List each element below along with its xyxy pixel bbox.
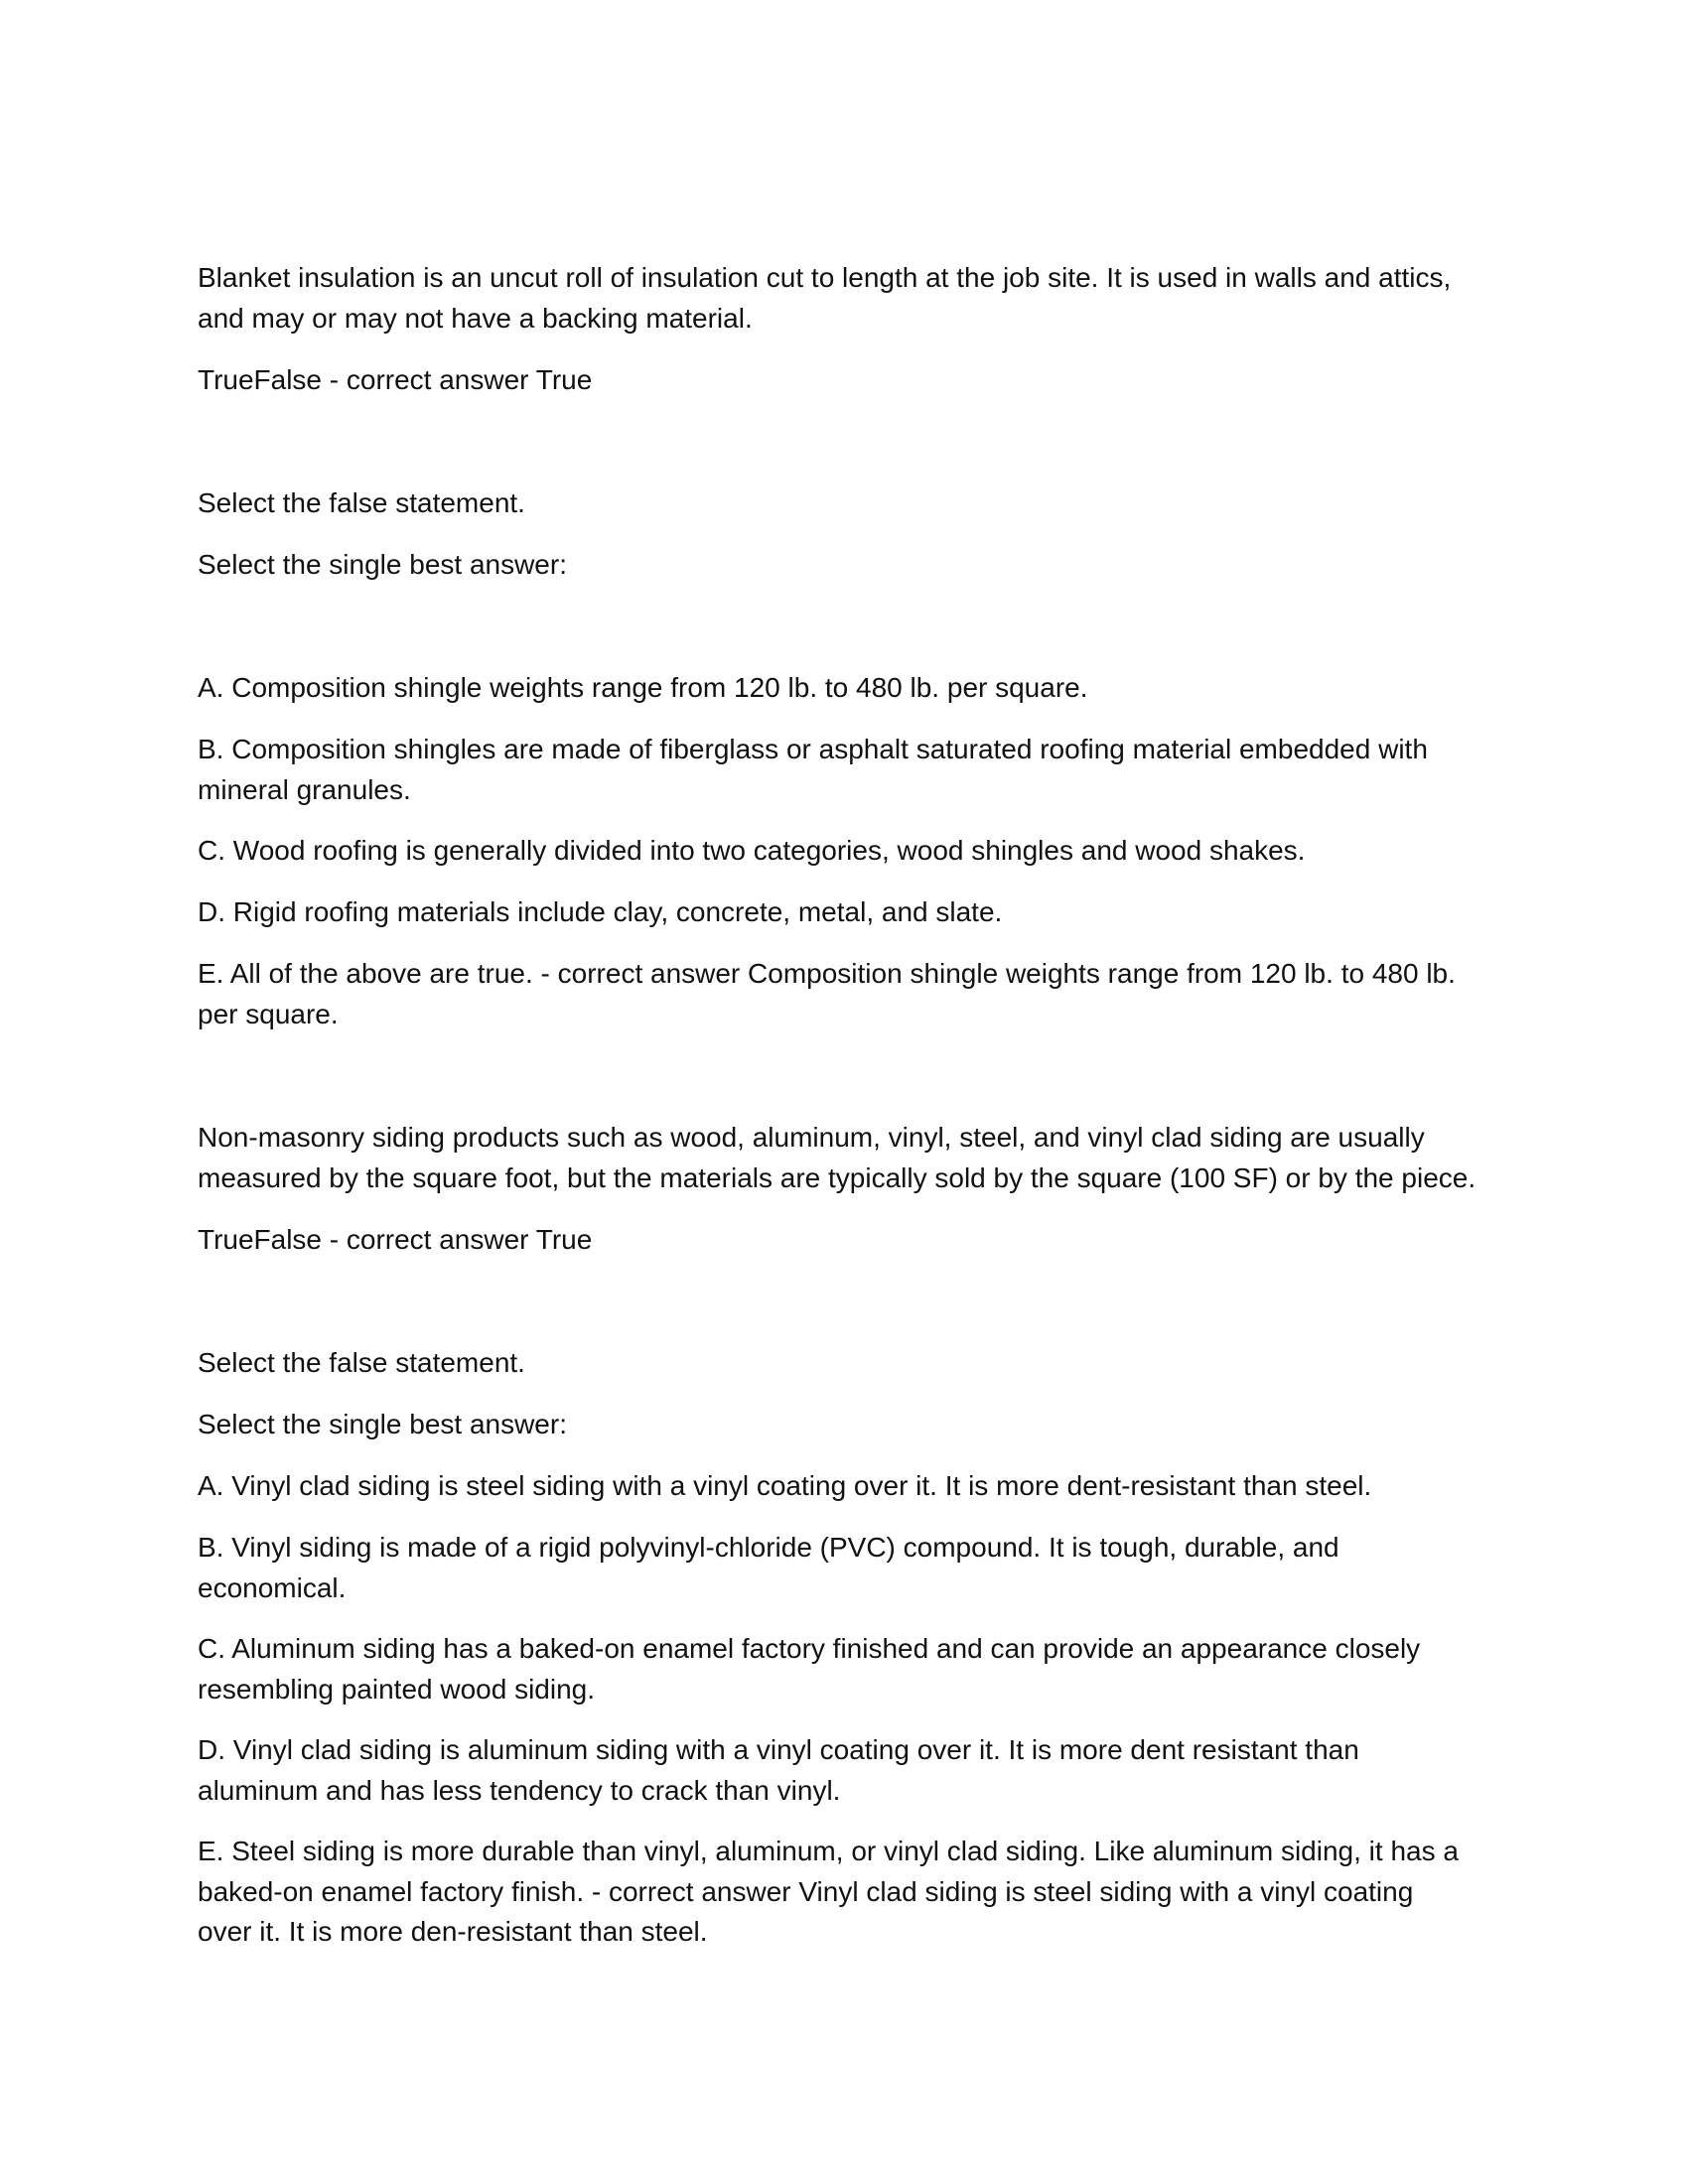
- question-1-answer: [198, 360, 1498, 401]
- question-4-option-d: [198, 1730, 1498, 1811]
- text-line: Select the false statement.: [198, 1347, 525, 1378]
- text-line: A. Vinyl clad siding is steel siding with a vinyl coating over it. It is more dent-resistant than steel.: [198, 1470, 1372, 1501]
- text-line: TrueFalse - correct answer True: [198, 1224, 593, 1255]
- text-line: Select the false statement.: [198, 487, 525, 518]
- text-line: and may or may not have a backing material.: [198, 302, 753, 334]
- question-4-option-e: [198, 1832, 1498, 1953]
- question-4-option-a: [198, 1466, 1498, 1507]
- text-line: E. Steel siding is more durable than vinyl, aluminum, or vinyl clad siding. Like aluminum siding, it has a: [198, 1836, 1459, 1866]
- question-4-option-b: [198, 1528, 1498, 1608]
- question-4-instruction: [198, 1405, 1498, 1445]
- text-line: B. Vinyl siding is made of a rigid polyvinyl-chloride (PVC) compound. It is tough, durable, and: [198, 1532, 1339, 1563]
- text-line: E. All of the above are true. - correct answer Composition shingle weights range from 120 lb. to 480 lb.: [198, 958, 1456, 989]
- question-2-option-a: [198, 668, 1498, 709]
- question-4-prompt: [198, 1343, 1498, 1384]
- text-line: baked-on enamel factory finish. - correct answer Vinyl clad siding is steel siding with a vinyl coating: [198, 1875, 1414, 1907]
- text-line: per square.: [198, 998, 339, 1029]
- text-line: C. Aluminum siding has a baked-on enamel factory finished and can provide an appearance closely: [198, 1633, 1421, 1664]
- question-2-option-e: [198, 954, 1498, 1034]
- question-2-prompt: [198, 483, 1498, 524]
- text-line: Blanket insulation is an uncut roll of insulation cut to length at the job site. It is used in walls and attics,: [198, 262, 1452, 293]
- text-line: Select the single best answer:: [198, 549, 567, 580]
- text-line: over it. It is more den-resistant than steel.: [198, 1916, 708, 1947]
- text-line: measured by the square foot, but the materials are typically sold by the square (100 SF) or by the piece.: [198, 1161, 1477, 1193]
- text-line: TrueFalse - correct answer True: [198, 364, 593, 395]
- text-line: resembling painted wood siding.: [198, 1673, 596, 1705]
- question-4-option-c: [198, 1629, 1498, 1709]
- question-3-prompt: [198, 1118, 1498, 1198]
- question-2-option-c: [198, 831, 1498, 872]
- question-2-option-b: [198, 730, 1498, 810]
- text-line: Non-masonry siding products such as wood, aluminum, vinyl, steel, and vinyl clad siding are usually: [198, 1122, 1425, 1153]
- text-line: aluminum and has less tendency to crack than vinyl.: [198, 1774, 841, 1806]
- text-line: D. Rigid roofing materials include clay, concrete, metal, and slate.: [198, 896, 1003, 927]
- text-line: D. Vinyl clad siding is aluminum siding with a vinyl coating over it. It is more dent resistant than: [198, 1734, 1359, 1765]
- text-line: C. Wood roofing is generally divided into two categories, wood shingles and wood shakes.: [198, 835, 1306, 866]
- question-2-option-d: [198, 892, 1498, 933]
- text-line: B. Composition shingles are made of fiberglass or asphalt saturated roofing material embedded with: [198, 734, 1428, 764]
- question-1-prompt: [198, 258, 1498, 339]
- text-line: Select the single best answer:: [198, 1409, 567, 1439]
- text-line: A. Composition shingle weights range from 120 lb. to 480 lb. per square.: [198, 672, 1088, 703]
- text-line: economical.: [198, 1571, 347, 1603]
- text-line: mineral granules.: [198, 773, 411, 805]
- question-3-answer: [198, 1220, 1498, 1261]
- question-2-instruction: [198, 545, 1498, 586]
